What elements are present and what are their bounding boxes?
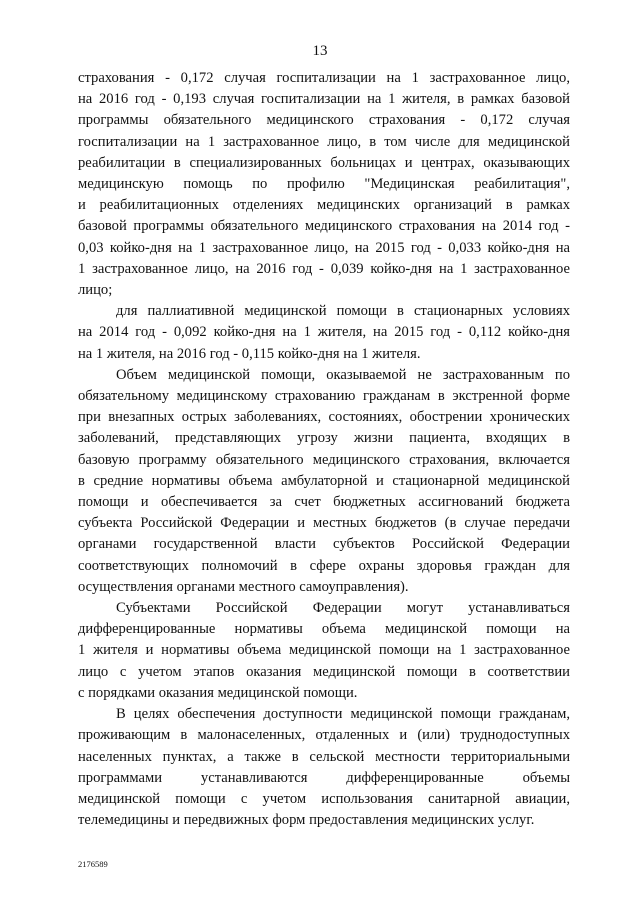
text-line: при внезапных острых заболеваниях, состояниях, обострении хронических — [78, 409, 570, 426]
text-line: осуществления органами местного самоуправления). — [78, 578, 409, 595]
text-line: 1 жителя и нормативы объема медицинской помощи на 1 застрахованное — [78, 642, 570, 659]
text-line: госпитализации на 1 застрахованное лицо, в том числе для медицинской — [78, 133, 570, 150]
text-line: органами государственной власти субъектов Российской Федерации — [78, 536, 570, 553]
text-line: на 2014 год - 0,092 койко-дня на 1 жителя, на 2015 год - 0,112 койко-дня — [78, 324, 570, 341]
paragraph-first-line: Объем медицинской помощи, оказываемой не застрахованным по — [116, 366, 570, 383]
text-line: базовой программы обязательного медицинского страхования на 2014 год - — [78, 218, 570, 235]
text-line: 1 застрахованное лицо, на 2016 год - 0,039 койко-дня на 1 застрахованное — [78, 260, 570, 277]
document-code: 2176589 — [78, 859, 108, 869]
page-number: 13 — [312, 43, 328, 59]
paragraph-first-line: для паллиативной медицинской помощи в стационарных условиях — [116, 303, 570, 320]
text-line: 0,03 койко-дня на 1 застрахованное лицо, на 2015 год - 0,033 койко-дня на — [78, 239, 570, 256]
text-line: в средние нормативы объема амбулаторной и стационарной медицинской — [78, 472, 570, 489]
text-line: медицинскую помощь по профилю "Медицинская реабилитация", — [78, 176, 570, 193]
text-line: субъекта Российской Федерации и местных бюджетов (в случае передачи — [78, 515, 570, 532]
paragraph-first-line: Субъектами Российской Федерации могут устанавливаться — [116, 600, 570, 617]
body-text — [78, 68, 570, 831]
text-line: с порядками оказания медицинской помощи. — [78, 684, 358, 701]
text-line: программы обязательного медицинского страхования - 0,172 случая — [78, 112, 570, 129]
text-line: обязательному медицинскому страхованию гражданам в экстренной форме — [78, 388, 570, 405]
text-line: помощи и обеспечивается за счет бюджетных ассигнований бюджета — [78, 494, 570, 511]
paragraph-first-line: В целях обеспечения доступности медицинской помощи гражданам, — [116, 706, 570, 723]
text-line: лицо с учетом этапов оказания медицинской помощи в соответствии — [78, 663, 570, 680]
text-line: и реабилитационных отделениях медицинских организаций в рамках — [78, 197, 570, 214]
text-line: проживающим в малонаселенных, отдаленных и (или) труднодоступных — [78, 727, 570, 744]
text-line: медицинской помощи с учетом использования санитарной авиации, — [78, 790, 570, 807]
text-line: лицо; — [78, 282, 113, 299]
text-line: страхования - 0,172 случая госпитализации на 1 застрахованное лицо, — [78, 70, 570, 86]
text-line: на 1 жителя, на 2016 год - 0,115 койко-дня на 1 жителя. — [78, 345, 421, 362]
text-line: заболеваний, представляющих угрозу жизни пациента, входящих в — [78, 430, 570, 447]
text-line: соответствующих полномочий в сфере охраны здоровья граждан для — [78, 557, 570, 574]
text-line: населенных пунктах, а также в сельской местности территориальными — [78, 748, 570, 765]
text-line: программами устанавливаются дифференцированные объемы — [78, 769, 570, 786]
text-line: дифференцированные нормативы объема медицинской помощи на — [78, 621, 570, 638]
text-line: реабилитации в специализированных больницах и центрах, оказывающих — [78, 154, 570, 171]
text-line: телемедицины и передвижных форм предоставления медицинских услуг. — [78, 812, 535, 829]
text-line: базовую программу обязательного медицинского страхования, включается — [78, 451, 570, 468]
text-line: на 2016 год - 0,193 случая госпитализации на 1 жителя, в рамках базовой — [78, 91, 570, 108]
